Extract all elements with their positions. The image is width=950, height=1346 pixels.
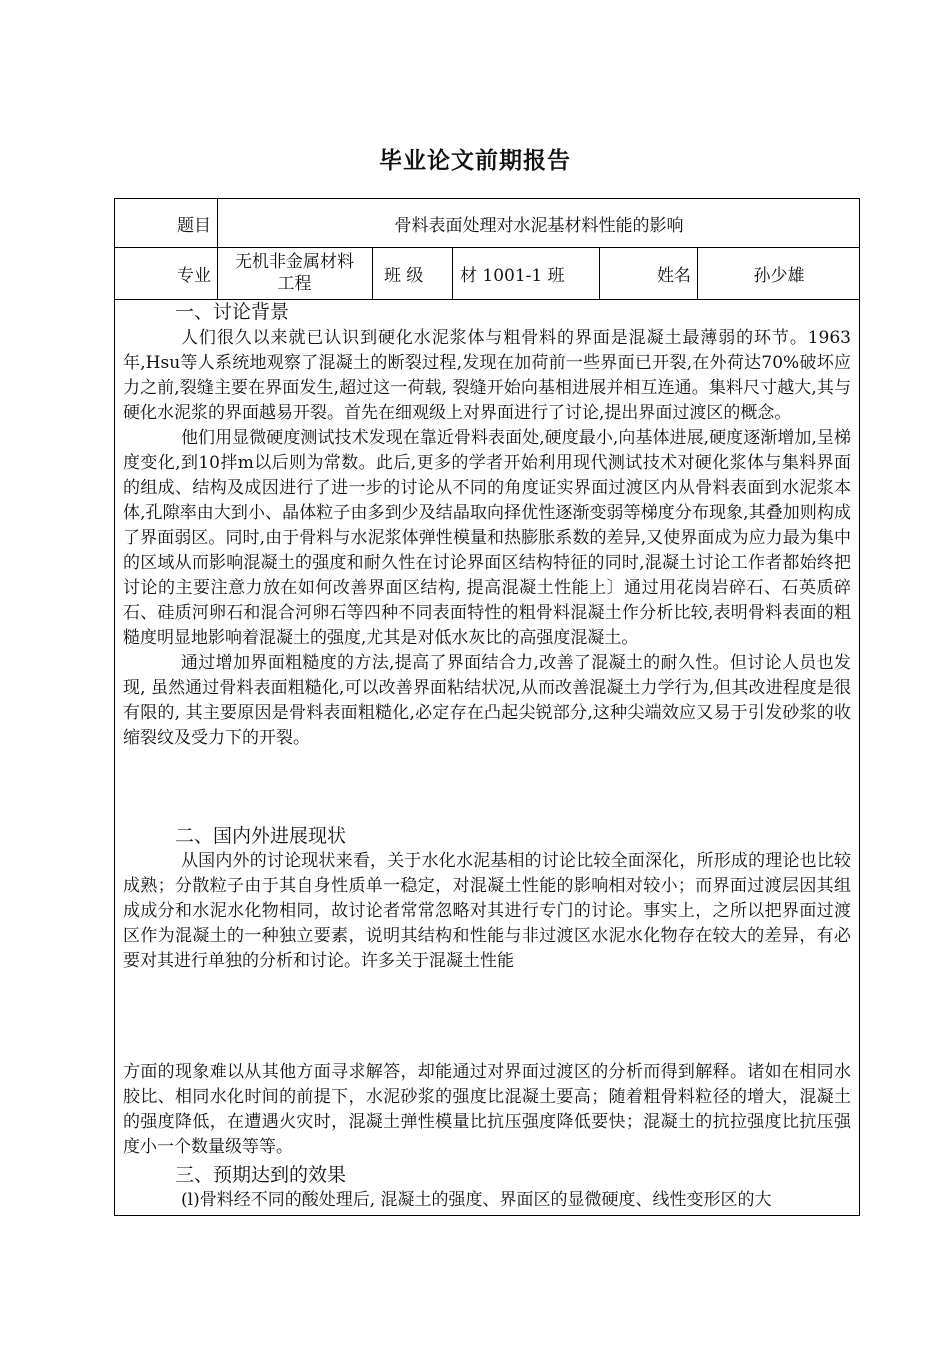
major-label: 专业 xyxy=(177,265,211,286)
paragraph: 从国内外的讨论现状来看，关于水化水泥基相的讨论比较全面深化，所形成的理论也比较成熟；分散粒子由于其自身性质单一稳定，对混凝土性能的影响相对较小；而界面过渡层因其组成成分和水泥水化物相同，故讨论者常常忽略对其进行专门的讨论。事实上，之所以把界面过渡区作为混凝土的一种独立要素，说明其结构和性能与非过渡区水泥水化物存在较大的差异，有必要对其进行单独的分析和讨论。许多关于混凝土性能 xyxy=(123,851,851,971)
section-heading-expected: 三、预期达到的效果 xyxy=(175,1164,347,1186)
document-title: 毕业论文前期报告 xyxy=(379,148,571,174)
name-value: 孙少雄 xyxy=(753,265,805,286)
paragraph: 人们很久以来就已认识到硬化水泥浆体与粗骨料的界面是混凝土最薄弱的环节。1963年,Hsu等人系统地观察了混凝土的断裂过程,发现在加荷前一些界面已开裂,在外荷达70%破坏应力之前,裂缝主要在界面发生,超过这一荷载, 裂缝开始向基相进展并相互连通。集料尺寸越大,其与硬化水泥浆的界面越易开裂。首先在细观级上对界面进行了讨论,提出界面过渡区的概念。 xyxy=(123,328,851,423)
section-heading-background: 一、讨论背景 xyxy=(175,301,290,323)
report-table xyxy=(114,198,860,1216)
paragraph: 他们用显微硬度测试技术发现在靠近骨料表面处,硬度最小,向基体进展,硬度逐渐增加,呈梯度变化,到10拌m以后则为常数。此后,更多的学者开始利用现代测试技术对硬化浆体与集料界面的组成、结构及成因进行了进一步的讨论从不同的角度证实界面过渡区内从骨料表面到水泥浆本体,孔隙率由大到小、晶体粒子由多到少及结晶取向择优性逐渐变弱等梯度分布现象,其叠加则构成了界面弱区。同时,由于骨料与水泥浆体弹性模量和热膨胀系数的差异,又使界面成为应力最为集中的区域从而影响混凝土的强度和耐久性在讨论界面区结构特征的同时,混凝土讨论工作者都始终把讨论的主要注意力放在如何改善界面区结构, 提高混凝土性能上〕通过用花岗岩碎石、石英质碎石、硅质河卵石和混合河卵石等四种不同表面特性的粗骨料混凝土作分析比较,表明骨料表面的粗糙度明显地影响着混凝土的强度,尤其是对低水灰比的高强度混凝土。 xyxy=(123,428,851,648)
major-value: 无机非金属材料工程 xyxy=(235,252,354,294)
topic-label: 题目 xyxy=(177,215,211,236)
paragraph: 通过增加界面粗糙度的方法,提高了界面结合力,改善了混凝土的耐久性。但讨论人员也发现, 虽然通过骨料表面粗糙化,可以改善界面粘结状况,从而改善混凝土力学行为,但其改进程度是很有限的, 其主要原因是骨料表面粗糙化,必定存在凸起尖锐部分,这种尖端效应又易于引发砂浆的收缩裂纹及受力下的开裂。 xyxy=(123,653,851,748)
name-label: 姓名 xyxy=(657,265,691,286)
section-heading-progress: 二、国内外进展现状 xyxy=(175,825,347,847)
section-body-progress-cont xyxy=(123,1060,851,1160)
class-value: 材 1001-1 班 xyxy=(460,265,565,286)
topic-value: 骨料表面处理对水泥基材料性能的影响 xyxy=(394,215,684,236)
class-label: 班 级 xyxy=(384,265,424,286)
section-body-progress xyxy=(123,849,851,974)
paragraph: 方面的现象难以从其他方面寻求解答，却能通过对界面过渡区的分析而得到解释。诸如在相同水胶比、相同水化时间的前提下，水泥砂浆的强度比混凝土要高；随着粗骨料粒径的增大，混凝土的强度降低，在遭遇火灾时，混凝土弹性模量比抗压强度降低要快；混凝土的抗拉强度比抗压强度小一个数量级等等。 xyxy=(123,1062,851,1157)
section-body-expected xyxy=(123,1188,851,1213)
paragraph: (l)骨料经不同的酸处理后, 混凝土的强度、界面区的显微硬度、线性变形区的大 xyxy=(181,1190,772,1210)
section-body-background xyxy=(123,326,851,751)
